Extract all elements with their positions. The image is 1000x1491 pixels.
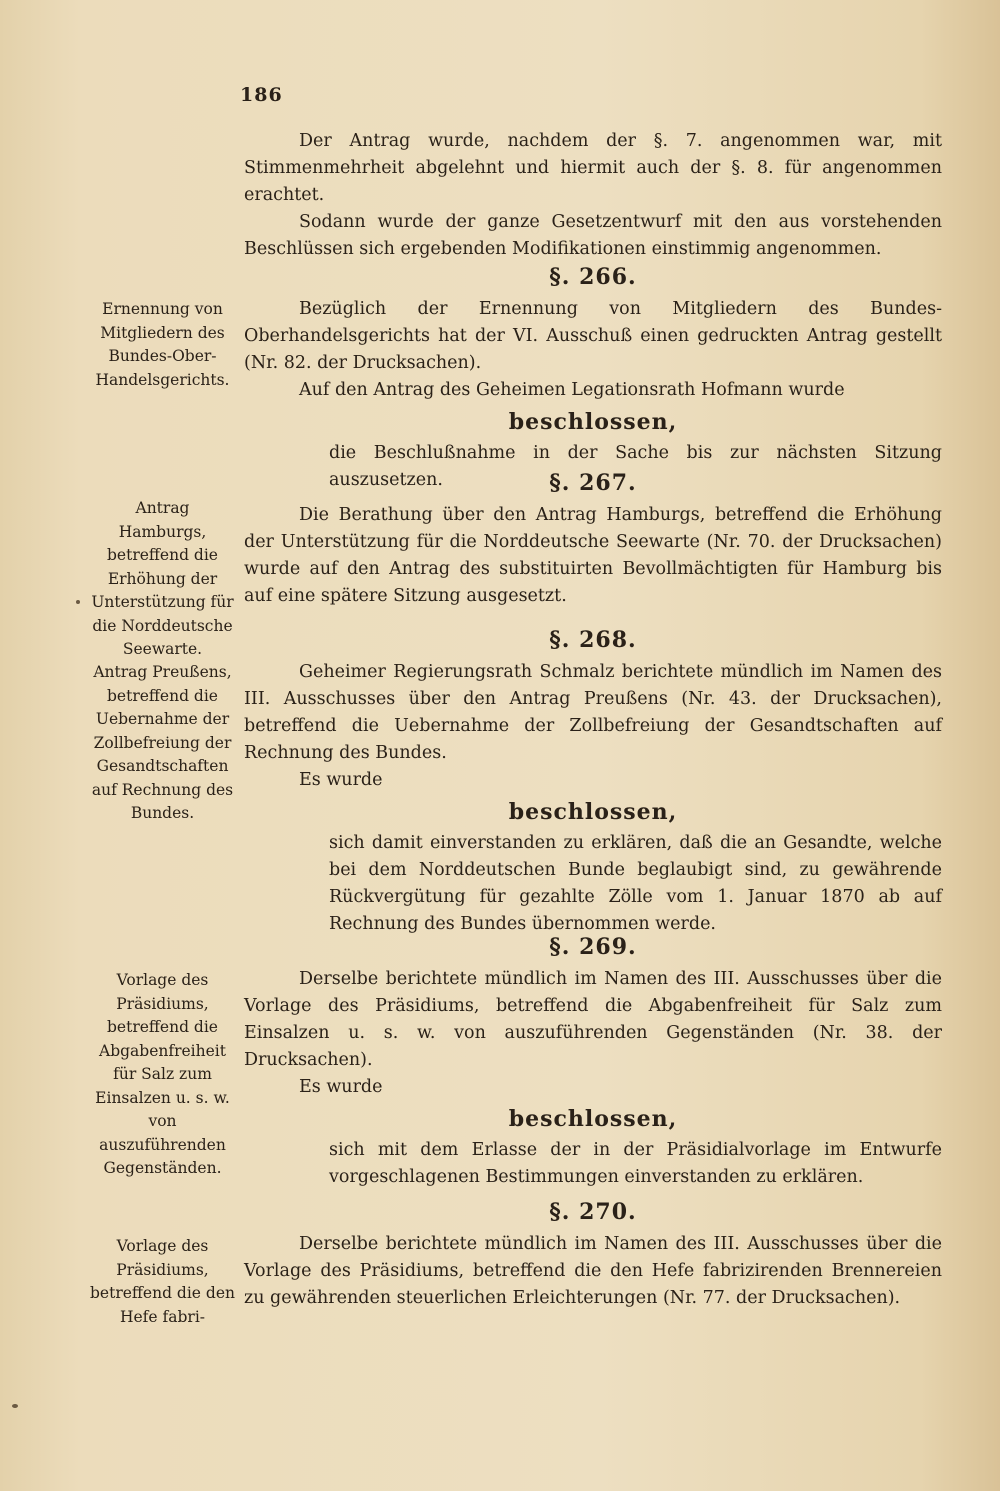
paper-speck	[76, 600, 80, 604]
section-267	[244, 468, 942, 610]
section-269-paragraph-2: Es wurde	[299, 1077, 383, 1097]
margin-note-270: Vorlage des Präsidiums, betreffend die den Hefe fabri-	[90, 1237, 235, 1326]
section-266-paragraph-1: Bezüglich der Ernennung von Mitgliedern des Bundes-Oberhandelsgerichts hat der VI. Ausschuß einen gedruckten Antrag gestellt (Nr. 82. der Drucksachen).	[244, 299, 942, 373]
decision-text-268: sich damit einverstanden zu erklären, daß die an Gesandte, welche bei dem Norddeutschen Bunde beglaubigt sind, zu gewährende Rückvergütung für gezahlte Zölle vom 1. Januar 1870 ab auf Rechnung des Bundes übernommen werde.	[329, 833, 942, 934]
section-266-paragraph-2: Auf den Antrag des Geheimen Legationsrath Hofmann wurde	[299, 380, 845, 400]
section-269-paragraph-1: Derselbe berichtete mündlich im Namen des III. Ausschusses über die Vorlage des Präsidiums, betreffend die Abgabenfreiheit für Salz zum Einsalzen u. s. w. von auszuführenden Gegenständen (Nr. 38. der Drucksachen).	[244, 969, 942, 1070]
section-heading-269: §. 269.	[549, 934, 637, 960]
margin-note-269: Vorlage des Präsidiums, betreffend die Abgabenfreiheit für Salz zum Einsalzen u. s. w. von auszuführenden Gegenständen.	[95, 971, 230, 1177]
decision-heading-266: beschlossen,	[508, 409, 678, 435]
margin-note-268: Antrag Preußens, betreffend die Uebernahme der Zollbefreiung der Gesandtschaften auf Rechnung des Bundes.	[91, 663, 234, 822]
margin-note-267: Antrag Hamburgs, betreffend die Erhöhung der Unterstützung für die Norddeutsche Seewarte.	[91, 499, 234, 658]
section-268-paragraph-2: Es wurde	[299, 770, 383, 790]
intro-paragraph-2: Sodann wurde der ganze Gesetzentwurf mit den aus vorstehenden Beschlüssen sich ergebenden Modifikationen einstimmig angenommen.	[244, 212, 942, 259]
section-heading-268: §. 268.	[549, 627, 637, 653]
decision-text-266: die Beschlußnahme in der Sache bis zur nächsten Sitzung auszusetzen.	[329, 443, 942, 490]
section-269	[244, 932, 942, 1191]
section-268-paragraph-1: Geheimer Regierungsrath Schmalz berichtete mündlich im Namen des III. Ausschusses über den Antrag Preußens (Nr. 43. der Drucksachen), betreffend die Uebernahme der Zollbefreiung der Gesandtschaften auf Rechnung des Bundes.	[244, 662, 942, 763]
intro-paragraph-1: Der Antrag wurde, nachdem der §. 7. angenommen war, mit Stimmenmehrheit abgelehnt und hiermit auch der §. 8. für angenommen erachtet.	[244, 131, 942, 205]
decision-text-269: sich mit dem Erlasse der in der Präsidialvorlage im Entwurfe vorgeschlagenen Bestimmungen einverstanden zu erklären.	[329, 1140, 942, 1187]
decision-heading-269: beschlossen,	[508, 1106, 678, 1132]
page-number: 186	[240, 84, 283, 106]
section-heading-266: §. 266.	[549, 264, 637, 290]
intro-block	[244, 128, 942, 263]
section-267-paragraph-1: Die Berathung über den Antrag Hamburgs, betreffend die Erhöhung der Unterstützung für die Norddeutsche Seewarte (Nr. 70. der Drucksachen) wurde auf den Antrag des substituirten Bevollmächtigten für Hamburg bis auf eine spätere Sitzung ausgesetzt.	[244, 505, 942, 606]
margin-note-266: Ernennung von Mitgliedern des Bundes-Ober-Handelsgerichts.	[95, 300, 230, 389]
decision-heading-268: beschlossen,	[508, 799, 678, 825]
section-270	[244, 1197, 942, 1312]
paper-speck	[12, 1404, 18, 1408]
section-heading-270: §. 270.	[549, 1199, 637, 1225]
section-266	[244, 262, 942, 494]
section-heading-267: §. 267.	[549, 470, 637, 496]
section-268	[244, 625, 942, 938]
section-270-paragraph-1: Derselbe berichtete mündlich im Namen des III. Ausschusses über die Vorlage des Präsidiums, betreffend die den Hefe fabrizirenden Brennereien zu gewährenden steuerlichen Erleichterungen (Nr. 77. der Drucksachen).	[244, 1234, 942, 1308]
